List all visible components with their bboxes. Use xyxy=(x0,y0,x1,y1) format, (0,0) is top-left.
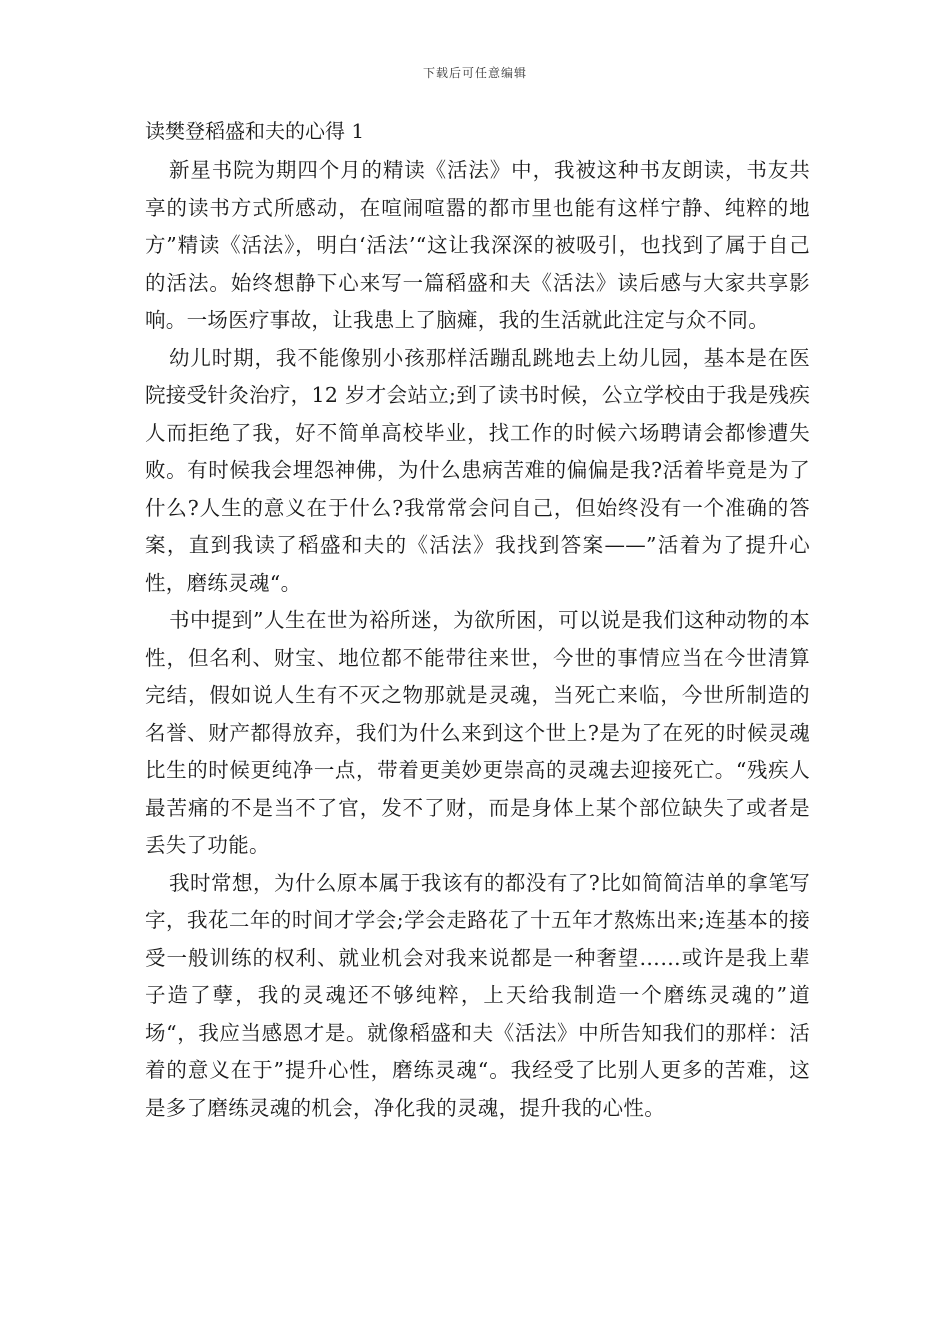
paragraph-1: 新星书院为期四个月的精读《活法》中，我被这种书友朗读，书友共享的读书方式所感动，在喧闹喧嚣的都市里也能有这样宁静、纯粹的地方”精读《活法》，明白‘活法’“这让我深深的被吸引，也找到了属于自己的活法。始终想静下心来写一篇稻盛和夫《活法》读后感与大家共享影响。一场医疗事故，让我患上了脑瘫，我的生活就此注定与众不同。 xyxy=(145,158,810,332)
document-body xyxy=(145,116,810,1127)
paragraph-3: 书中提到”人生在世为裕所迷，为欲所困，可以说是我们这种动物的本性，但名利、财宝、地位都不能带往来世，今世的事情应当在今世清算完结，假如说人生有不灭之物那就是灵魂，当死亡来临，今世所制造的名誉、财产都得放弃，我们为什么来到这个世上?是为了在死的时候灵魂比生的时候更纯净一点，带着更美妙更崇高的灵魂去迎接死亡。“残疾人最苦痛的不是当不了官，发不了财，而是身体上某个部位缺失了或者是丢失了功能。 xyxy=(145,608,810,857)
document-title: 读樊登稻盛和夫的心得 1 xyxy=(145,119,365,143)
page-header-note: 下载后可任意编辑 xyxy=(422,66,527,80)
paragraph-4: 我时常想，为什么原本属于我该有的都没有了?比如简简洁单的拿笔写字，我花二年的时间才学会;学会走路花了十五年才熬炼出来;连基本的接受一般训练的权利、就业机会对我来说都是一种奢望……或许是我上辈子造了孽，我的灵魂还不够纯粹，上天给我制造一个磨练灵魂的”道场“，我应当感恩才是。就像稻盛和夫《活法》中所告知我们的那样：活着的意义在于”提升心性，磨练灵魂“。我经受了比别人更多的苦难，这是多了磨练灵魂的机会，净化我的灵魂，提升我的心性。 xyxy=(145,870,810,1120)
paragraph-2: 幼儿时期，我不能像别小孩那样活蹦乱跳地去上幼儿园，基本是在医院接受针灸治疗，12 岁才会站立;到了读书时候，公立学校由于我是残疾人而拒绝了我，好不简单高校毕业，找工作的时候六场聘请会都惨遭失败。有时候我会埋怨神佛，为什么患病苦难的偏偏是我?活着毕竟是为了什么?人生的意义在于什么?我常常会问自己，但始终没有一个准确的答案，直到我读了稻盛和夫的《活法》我找到答案——”活着为了提升心性，磨练灵魂“。 xyxy=(145,345,810,595)
